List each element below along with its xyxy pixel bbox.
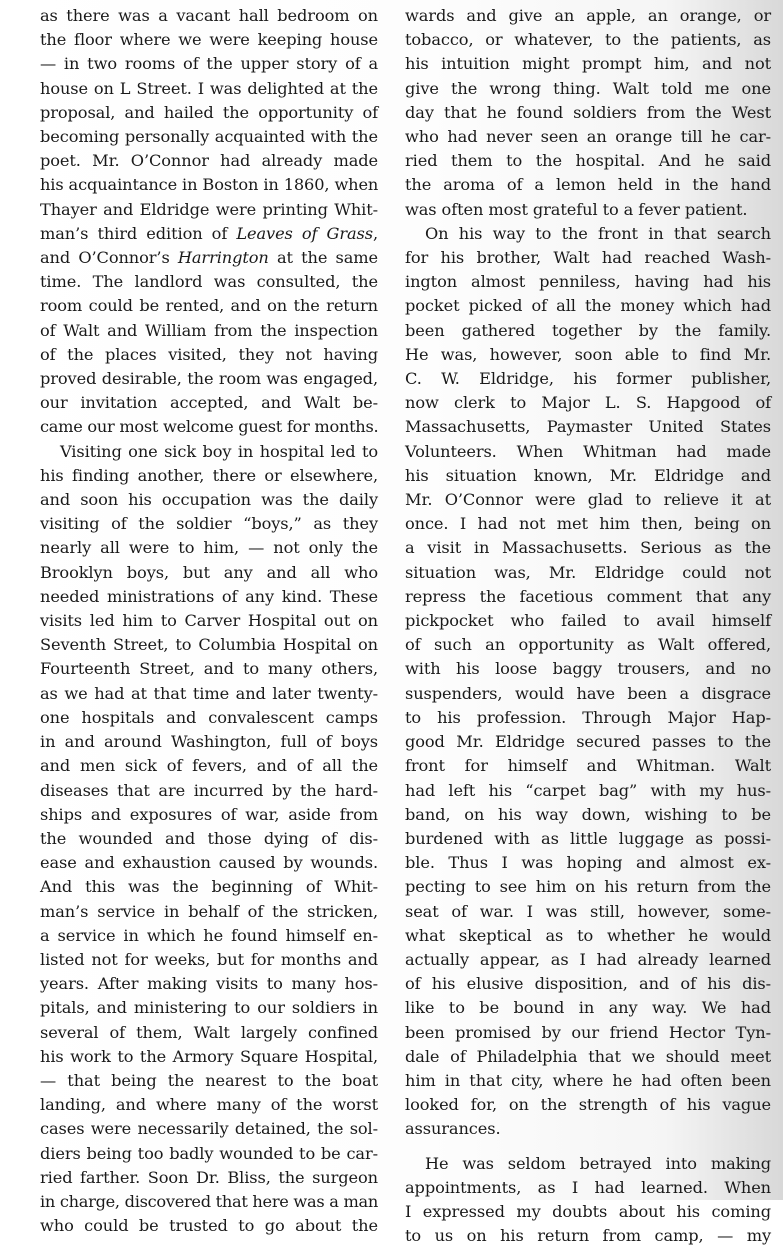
text-line: what skeptical as to whether he would bbox=[405, 925, 771, 945]
text-line: years. After making visits to many hos- bbox=[40, 974, 378, 994]
right-column bbox=[405, 4, 771, 1248]
text-line: in charge, discovered that here was a man bbox=[40, 1191, 378, 1211]
text-line: to his profession. Through Major Hap- bbox=[405, 707, 771, 727]
text-line: a service in which he found himself en- bbox=[40, 925, 378, 945]
text-line: And this was the beginning of Whit- bbox=[40, 877, 378, 897]
text-line: cases were necessarily detained, the sol- bbox=[40, 1119, 378, 1139]
text-line: the aroma of a lemon held in the hand bbox=[405, 175, 771, 195]
text-line: C. W. Eldridge, his former publisher, bbox=[405, 369, 771, 389]
text-line: assurances. bbox=[405, 1119, 501, 1139]
text-line: one hospitals and convalescent camps bbox=[40, 707, 378, 727]
text-line: I expressed my doubts about his coming bbox=[405, 1201, 771, 1221]
text-line: seat of war. I was still, however, some- bbox=[405, 901, 771, 921]
text-line: Brooklyn boys, but any and all who bbox=[40, 562, 378, 582]
left-column bbox=[40, 4, 378, 1238]
text-line: and O’Connor’s Harrington at the same bbox=[40, 248, 378, 268]
text-line: situation was, Mr. Eldridge could not bbox=[405, 562, 771, 582]
text-line: his situation known, Mr. Eldridge and bbox=[405, 465, 771, 485]
text-line: — that being the nearest to the boat bbox=[40, 1070, 378, 1090]
text-line: visiting of the soldier “boys,” as they bbox=[40, 514, 378, 534]
text-line: proved desirable, the room was engaged, bbox=[40, 369, 378, 389]
text-line: was often most grateful to a fever patient. bbox=[405, 199, 748, 219]
text-line: of his elusive disposition, and of his dis- bbox=[405, 974, 771, 994]
text-line: man’s service in behalf of the stricken, bbox=[40, 901, 378, 921]
text-line: had left his “carpet bag” with my hus- bbox=[405, 780, 771, 800]
text-line: of such an opportunity as Walt offered, bbox=[405, 635, 771, 655]
text-line: Seventh Street, to Columbia Hospital on bbox=[40, 635, 378, 655]
text-line: and soon his occupation was the daily bbox=[40, 490, 378, 510]
text-line: appointments, as I had learned. When bbox=[405, 1177, 771, 1197]
text-line: the floor where we were keeping house bbox=[40, 30, 378, 50]
text-line: actually appear, as I had already learned bbox=[405, 949, 771, 969]
text-line: ease and exhaustion caused by wounds. bbox=[40, 853, 378, 873]
text-line: him in that city, where he had often been bbox=[405, 1070, 771, 1090]
text-line: nearly all were to him, — not only the bbox=[40, 538, 378, 558]
text-line: wards and give an apple, an orange, or bbox=[405, 6, 771, 25]
text-line: pitals, and ministering to our soldiers in bbox=[40, 998, 378, 1018]
text-line: ington almost penniless, having had his bbox=[405, 272, 771, 292]
text-line: once. I had not met him then, being on bbox=[405, 514, 771, 534]
text-line: good Mr. Eldridge secured passes to the bbox=[405, 732, 771, 752]
text-line: Massachusetts, Paymaster United States bbox=[405, 417, 771, 437]
text-line: as we had at that time and later twenty- bbox=[40, 683, 378, 703]
text-line: with his loose baggy trousers, and no bbox=[405, 659, 771, 679]
text-line: becoming personally acquainted with the bbox=[40, 127, 378, 147]
text-line: ried them to the hospital. And he said bbox=[405, 151, 771, 171]
text-line: diers being too badly wounded to be car- bbox=[40, 1143, 378, 1163]
text-line: who could be trusted to go about the bbox=[40, 1216, 378, 1236]
text-line: his work to the Armory Square Hospital, bbox=[40, 1046, 378, 1066]
text-line: in and around Washington, full of boys bbox=[40, 732, 378, 752]
text-line: tobacco, or whatever, to the patients, as bbox=[405, 30, 771, 50]
text-line: — in two rooms of the upper story of a bbox=[40, 54, 378, 74]
text-line: pecting to see him on his return from the bbox=[405, 877, 771, 897]
text-line: came our most welcome guest for months. bbox=[40, 417, 379, 437]
text-line: Volunteers. When Whitman had made bbox=[405, 441, 771, 461]
paragraph-gap bbox=[405, 1142, 771, 1152]
text-line: ried farther. Soon Dr. Bliss, the surgeon bbox=[40, 1167, 378, 1187]
text-line: Fourteenth Street, and to many others, bbox=[40, 659, 378, 679]
text-line: dale of Philadelphia that we should meet bbox=[405, 1046, 771, 1066]
text-line: diseases that are incurred by the hard- bbox=[40, 780, 378, 800]
text-line: like to be bound in any way. We had bbox=[405, 998, 771, 1018]
text-line: burdened with as little luggage as possi- bbox=[405, 828, 771, 848]
text-line: listed not for weeks, but for months and bbox=[40, 949, 378, 969]
paragraph-first-line: Visiting one sick boy in hospital led to bbox=[60, 441, 378, 461]
text-line: He was, however, soon able to find Mr. bbox=[405, 344, 771, 364]
text-line: a visit in Massachusetts. Serious as the bbox=[405, 538, 771, 558]
text-line: repress the facetious comment that any bbox=[405, 586, 771, 606]
text-line: his intuition might prompt him, and not bbox=[405, 54, 771, 74]
text-line: needed ministrations of any kind. These bbox=[40, 586, 378, 606]
text-line: suspenders, would have been a disgrace bbox=[405, 683, 771, 703]
text-line: front for himself and Whitman. Walt bbox=[405, 756, 771, 776]
text-line: for his brother, Walt had reached Wash- bbox=[405, 248, 771, 268]
text-line: pocket picked of all the money which had bbox=[405, 296, 771, 316]
text-line: our invitation accepted, and Walt be- bbox=[40, 393, 378, 413]
text-line: now clerk to Major L. S. Hapgood of bbox=[405, 393, 771, 413]
text-line: pickpocket who failed to avail himself bbox=[405, 611, 771, 631]
text-line: man’s third edition of Leaves of Grass, bbox=[40, 223, 378, 243]
text-line: proposal, and hailed the opportunity of bbox=[40, 102, 378, 122]
text-line: give the wrong thing. Walt told me one bbox=[405, 78, 771, 98]
text-line: ships and exposures of war, aside from bbox=[40, 804, 378, 824]
text-line: and men sick of fevers, and of all the bbox=[40, 756, 378, 776]
text-line: time. The landlord was consulted, the bbox=[40, 272, 378, 292]
text-line: Mr. O’Connor were glad to relieve it at bbox=[405, 490, 771, 510]
text-line: day that he found soldiers from the West bbox=[405, 102, 771, 122]
text-line: of the places visited, they not having bbox=[40, 344, 378, 364]
text-line: landing, and where many of the worst bbox=[40, 1095, 378, 1115]
text-line: his acquaintance in Boston in 1860, when bbox=[40, 175, 379, 195]
text-line: to us on his return from camp, — my bbox=[405, 1226, 771, 1246]
text-line: his finding another, there or elsewhere, bbox=[40, 465, 378, 485]
text-line: ble. Thus I was hoping and almost ex- bbox=[405, 853, 771, 873]
text-line: been promised by our friend Hector Tyn- bbox=[405, 1022, 771, 1042]
text-line: band, on his way down, wishing to be bbox=[405, 804, 771, 824]
text-line: house on L Street. I was delighted at the bbox=[40, 78, 378, 98]
text-line: who had never seen an orange till he car- bbox=[405, 127, 771, 147]
text-line: of Walt and William from the inspection bbox=[40, 320, 378, 340]
text-line: several of them, Walt largely confined bbox=[40, 1022, 378, 1042]
text-line: as there was a vacant hall bedroom on bbox=[40, 6, 378, 25]
paragraph-first-line: On his way to the front in that search bbox=[425, 223, 771, 243]
text-line: visits led him to Carver Hospital out on bbox=[40, 611, 378, 631]
paragraph-first-line: He was seldom betrayed into making bbox=[425, 1153, 771, 1173]
text-line: the wounded and those dying of dis- bbox=[40, 828, 378, 848]
text-line: room could be rented, and on the return bbox=[40, 296, 378, 316]
text-line: poet. Mr. O’Connor had already made bbox=[40, 151, 378, 171]
text-line: been gathered together by the family. bbox=[405, 320, 771, 340]
text-line: Thayer and Eldridge were printing Whit- bbox=[40, 199, 378, 219]
text-line: looked for, on the strength of his vague bbox=[405, 1095, 771, 1115]
